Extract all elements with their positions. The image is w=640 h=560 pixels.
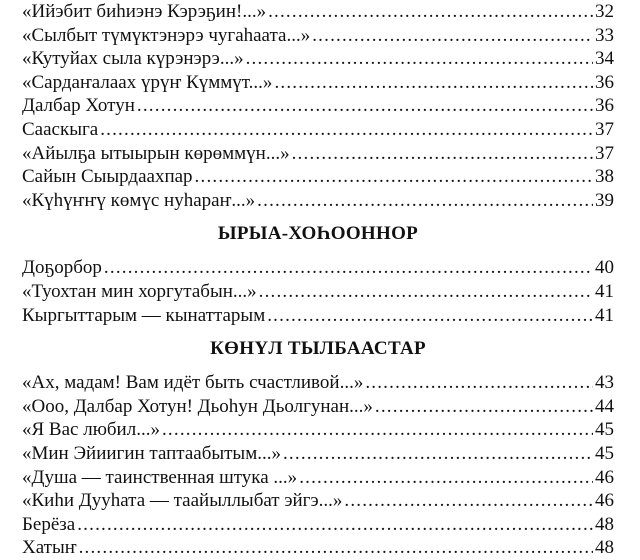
toc-entry-page: 37 (595, 118, 614, 140)
toc-entry (22, 536, 614, 560)
toc-entry-title: Кыргыттарым — кынаттарым (22, 304, 266, 326)
toc-entry (22, 189, 614, 213)
dot-leader (375, 395, 593, 419)
toc-entry (22, 71, 614, 95)
toc-entry-title: «Мин Эйиигин таптаабытым...» (22, 442, 281, 464)
toc-entry (22, 513, 614, 537)
dot-leader (162, 418, 593, 442)
dot-leader (268, 0, 593, 24)
toc-entry-page: 36 (595, 95, 614, 117)
toc-entry-title: «Сылбыт түмүктэнэрэ чугаһаата...» (22, 24, 311, 46)
toc-entry-page: 34 (595, 48, 614, 70)
toc-entry-title: «Ийэбит биһиэнэ Кэрэҕин!...» (22, 1, 267, 22)
toc-entry (22, 466, 614, 490)
toc-entry-page: 48 (595, 537, 614, 559)
dot-leader (137, 94, 593, 118)
toc-entry-title: Берёза (22, 513, 76, 535)
toc-entry-title: Сааскыга (22, 118, 99, 140)
toc-entry-title: Сайын Сыырдаахпар (22, 166, 193, 188)
toc-entry-title: «Я Вас любил...» (22, 419, 160, 441)
toc-entry-page: 41 (595, 304, 614, 326)
toc-entry (22, 165, 614, 189)
toc-entry-page: 45 (595, 442, 614, 464)
toc-entry-title: «Айылҕа ытыырын көрөммүн...» (22, 142, 290, 164)
toc-entry-title: «Туохтан мин хоргутабын...» (22, 280, 257, 302)
toc-entry-page: 36 (595, 71, 614, 93)
toc-entry (22, 94, 614, 118)
toc-entry-title: «Киhи Дууhата — таайыллыбат эйгэ...» (22, 490, 343, 512)
toc-entry-title: Хатыҥ (22, 537, 77, 559)
toc-entry-page: 40 (595, 257, 614, 279)
toc-entry-page: 32 (595, 1, 614, 22)
toc-entry-page: 48 (595, 513, 614, 535)
toc-section-3 (22, 327, 614, 560)
toc-entry (22, 142, 614, 166)
dot-leader (195, 165, 593, 189)
dot-leader (344, 489, 593, 513)
dot-leader (292, 142, 593, 166)
dot-leader (283, 442, 593, 466)
toc-entry-title: «Кутуйах сыла күрэнэрэ...» (22, 48, 244, 70)
dot-leader (257, 189, 593, 213)
toc-entry (22, 0, 614, 24)
toc-entry-page: 33 (595, 24, 614, 46)
dot-leader (299, 466, 593, 490)
toc-entry-page: 38 (595, 166, 614, 188)
section-heading: ЫРЫА-ХОҺООННОР (217, 223, 419, 245)
toc-entry-title: «Душа — таинственная штука ...» (22, 466, 298, 488)
toc-entry-title: «Сардаҥалаах үрүҥ Күммүт...» (22, 71, 273, 93)
toc-entry-page: 46 (595, 466, 614, 488)
toc-entry-page: 46 (595, 490, 614, 512)
toc-entry-page: 41 (595, 280, 614, 302)
toc-entry (22, 442, 614, 466)
dot-leader (365, 371, 593, 395)
toc-entry (22, 24, 614, 48)
dot-leader (312, 24, 593, 48)
toc-entry (22, 395, 614, 419)
dot-leader (100, 118, 593, 142)
toc-entry (22, 304, 614, 328)
toc-entry-title: «Ах, мадам! Вам идёт быть счастливой...» (22, 372, 364, 394)
dot-leader (77, 513, 593, 537)
toc-entry (22, 489, 614, 513)
toc-entry-page: 43 (595, 372, 614, 394)
toc-entry-title: Далбар Хотун (22, 95, 135, 117)
toc-entry-title: «Күһүҥҥү көмүс нуһараҥ...» (22, 189, 256, 211)
toc-entry-page: 39 (595, 189, 614, 211)
toc-entry-page: 45 (595, 419, 614, 441)
toc-section-1 (22, 0, 614, 212)
toc-entry (22, 280, 614, 304)
dot-leader (267, 304, 593, 328)
dot-leader (246, 47, 593, 71)
toc-entry (22, 256, 614, 280)
toc-entry-page: 37 (595, 142, 614, 164)
section-heading: КӨНҮЛ ТЫЛБААСТАР (210, 338, 426, 360)
toc-section-2 (22, 212, 614, 327)
toc-entry (22, 418, 614, 442)
dot-leader (104, 256, 593, 280)
toc-entry (22, 371, 614, 395)
toc-entry-title: Доҕорбор (22, 257, 102, 279)
toc-entry (22, 118, 614, 142)
dot-leader (259, 280, 593, 304)
dot-leader (79, 536, 593, 560)
toc-entry-title: «Ооо, Далбар Хотун! Дьоһун Дьолгунан...» (22, 395, 373, 417)
toc-entry (22, 47, 614, 71)
toc-entry-page: 44 (595, 395, 614, 417)
dot-leader (274, 71, 593, 95)
